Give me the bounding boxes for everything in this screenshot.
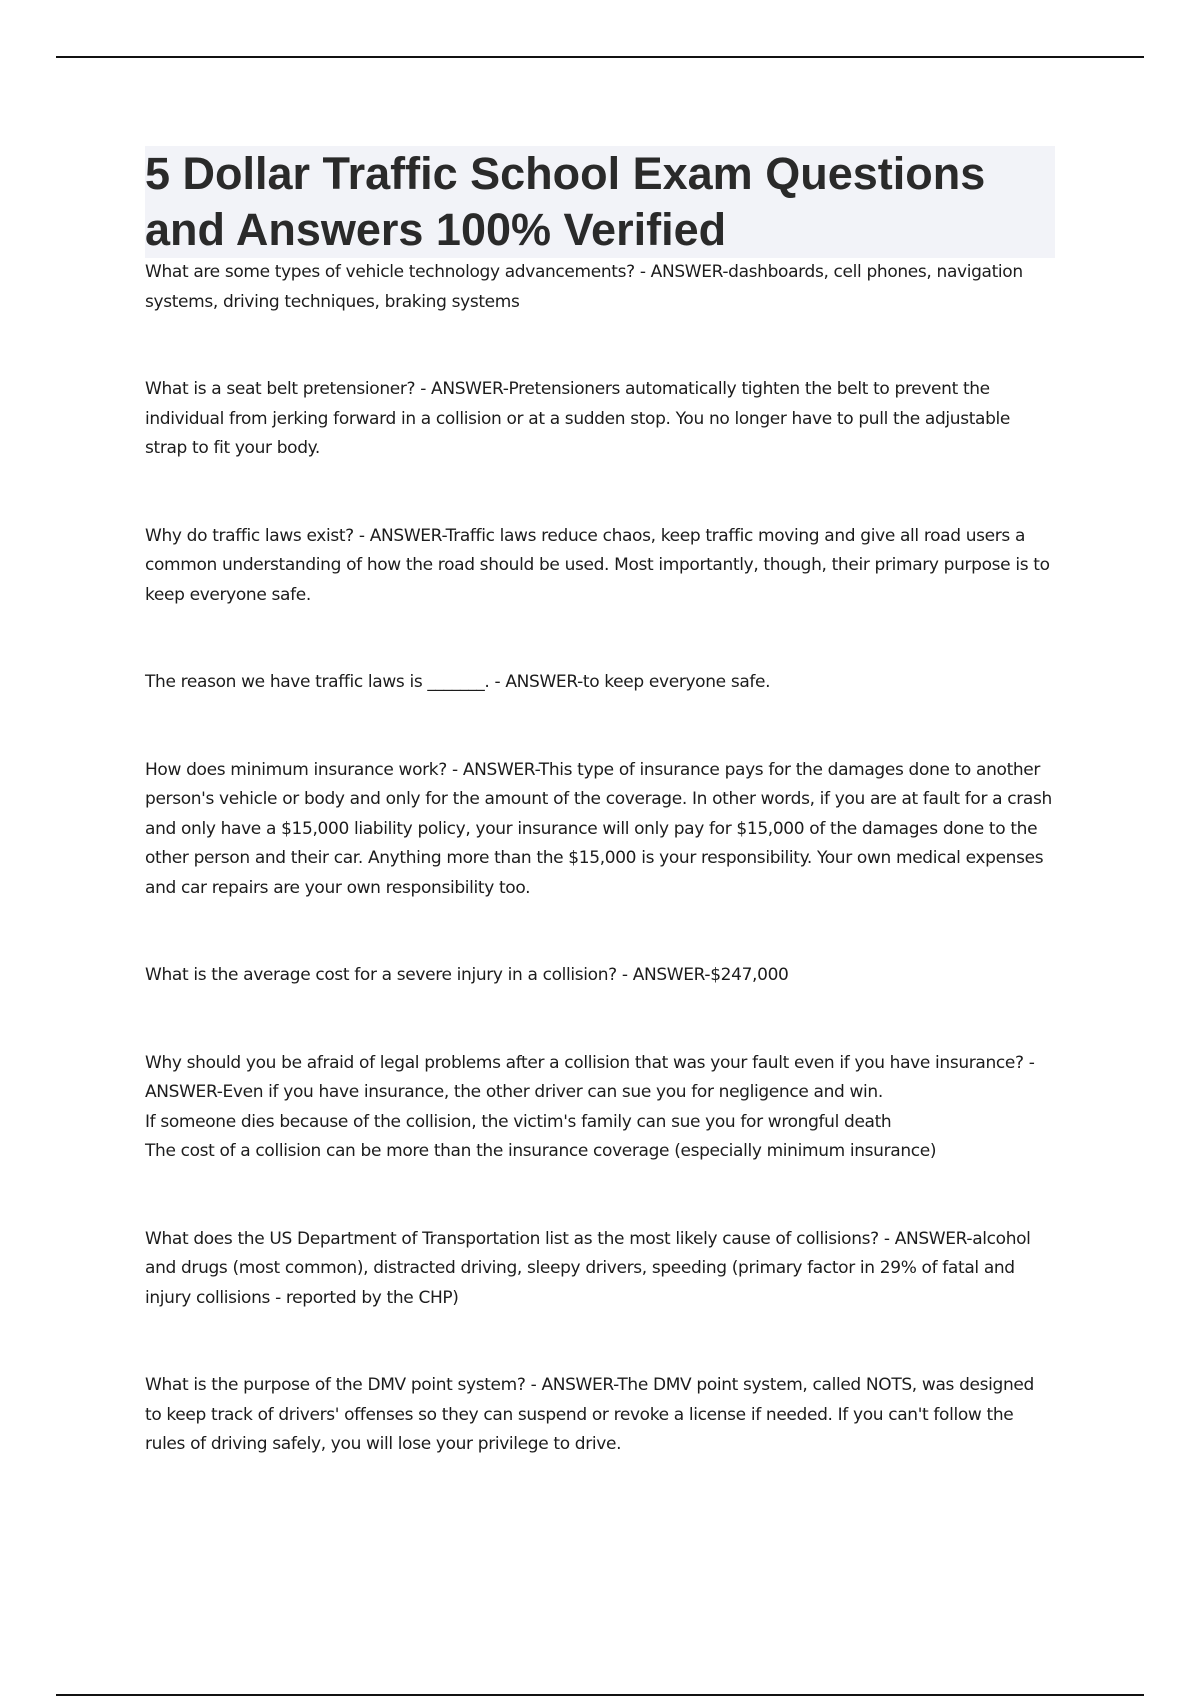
qa-item: What does the US Department of Transportation list as the most likely cause of collisions? - ANSWER-alcohol and drugs (most common), distracted driving, sleepy drivers, speeding (primary factor in 29% of fatal and injury collisions - reported by the CHP) (145, 1228, 1031, 1308)
document-title: 5 Dollar Traffic School Exam Questions and Answers 100% Verified (145, 146, 1055, 258)
qa-item: The reason we have traffic laws is _______. - ANSWER-to keep everyone safe. (145, 672, 771, 692)
qa-item: How does minimum insurance work? - ANSWER-This type of insurance pays for the damages done to another person's vehicle or body and only for the amount of the coverage. In other words, if you are at fault for a crash and only have a $15,000 liability policy, your insurance will only pay for $15,000 of the damages done to the other person and their car. Anything more than the $15,000 is your responsibility. Your own medical expenses and car repairs are your own responsibility too. (145, 759, 1052, 898)
qa-item: What are some types of vehicle technology advancements? - ANSWER-dashboards, cell phones, navigation systems, driving techniques, braking systems (145, 262, 1023, 312)
top-rule (56, 56, 1144, 58)
qa-item: Why should you be afraid of legal problems after a collision that was your fault even if you have insurance? - ANSWER-Even if you have insurance, the other driver can sue you for negligence and win. (145, 1052, 1035, 1102)
qa-item: What is a seat belt pretensioner? - ANSWER-Pretensioners automatically tighten the belt to prevent the individual from jerking forward in a collision or at a sudden stop. You no longer have to pull the adjustable strap to fit your body. (145, 379, 1011, 458)
qa-item-extra: If someone dies because of the collision, the victim's family can sue you for wrongful death (145, 1111, 892, 1132)
qa-list (145, 258, 1055, 1460)
qa-item: What is the purpose of the DMV point system? - ANSWER-The DMV point system, called NOTS, was designed to keep track of drivers' offenses so they can suspend or revoke a license if needed. If you can't follow the rules of driving safely, you will lose your privilege to drive. (145, 1375, 1034, 1454)
qa-item: Why do traffic laws exist? - ANSWER-Traffic laws reduce chaos, keep traffic moving and give all road users a common understanding of how the road should be used. Most importantly, though, their primary purpose is to keep everyone safe. (145, 525, 1050, 605)
qa-item-group (145, 1049, 1055, 1167)
qa-item-extra: The cost of a collision can be more than the insurance coverage (especially minimum insurance) (145, 1141, 937, 1161)
bottom-rule (56, 1694, 1144, 1696)
document-body (145, 146, 1055, 1460)
qa-item: What is the average cost for a severe injury in a collision? - ANSWER-$247,000 (145, 965, 789, 985)
